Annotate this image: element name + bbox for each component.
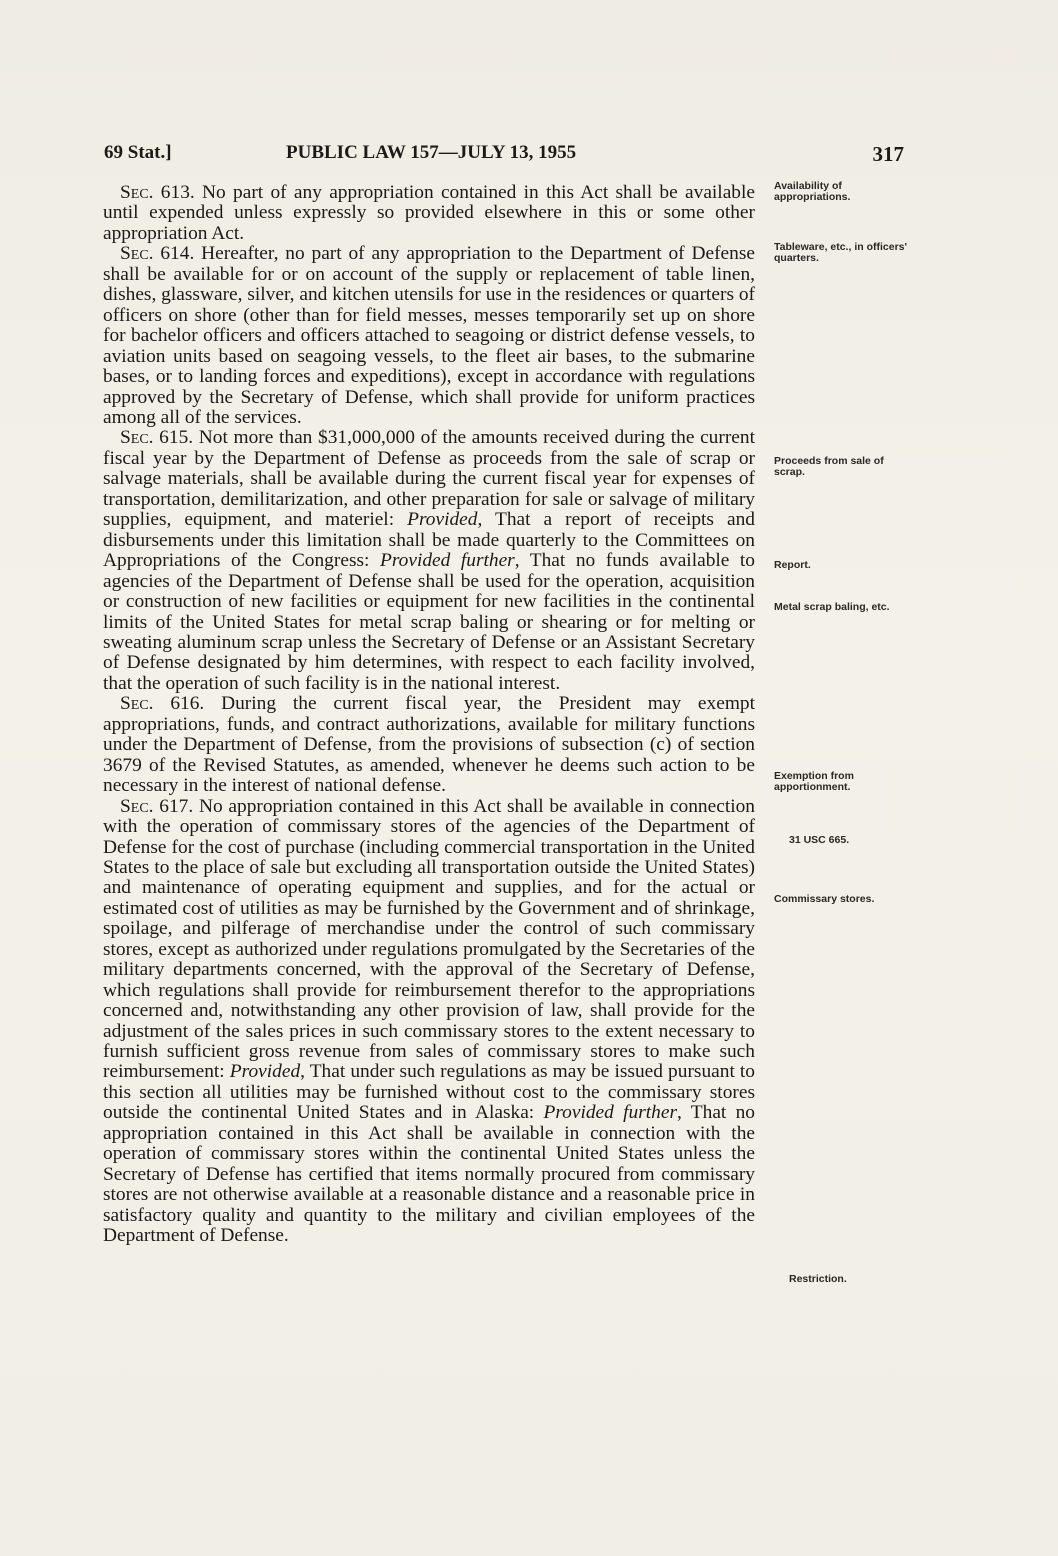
section-paragraph [103,797,755,1247]
margin-note: Metal scrap baling, etc. [774,601,890,613]
section-paragraph [103,244,755,428]
section-text: , That no appropriation contained in this Act shall be available in connection with the operation of commissary stores within the continental United States unless the Secretary of Defense has certified that items normally procured from commissary stores are not otherwise available at a reasonable distance and a reasonable price in satisfactory quality and quantity to the military and civilian employees of the Department of Defense. [103,1102,755,1247]
proviso-italic: Provided [229,1061,301,1083]
margin-note: Availability of appropriations. [774,180,851,203]
section-paragraph [103,694,755,796]
section-text: , That no funds available to agencies of the Department of Defense shall be used for the operation, acquisition or construction of new facilities or equipment for new facilities in the continental limits of the United States for metal scrap baling or shearing or for melting or sweating aluminum scrap unless the Secretary of Defense or an Assistant Secretary of Defense designated by him determines, with respect to each facility involved, that the operation of such facility is in the national interest. [103,550,755,694]
margin-note: Report. [774,559,811,571]
margin-note: Proceeds from sale of scrap. [774,455,884,478]
section-paragraph [103,428,755,694]
proviso-italic: Provided further [543,1102,677,1124]
section-paragraph [103,183,755,244]
section-number: Sec. 616. [120,693,205,715]
proviso-italic: Provided further [379,550,515,572]
section-number: Sec. 614. [120,243,195,265]
margin-note: Commissary stores. [774,893,875,905]
margin-note: Exemption from apportionment. [774,770,854,793]
section-text: During the current fiscal year, the President may exempt appropriations, funds, and contract authorizations, available for military functions under the Department of Defense, from the provisions of subsection (c) of section 3679 of the Revised Statutes, as amended, whenever he deems such action to be necessary in the interest of national defense. [103,693,755,797]
proviso-italic: Provided [407,509,478,531]
margin-note: 31 USC 665. [789,834,850,846]
section-number: Sec. 617. [120,795,194,817]
section-text: Not more than $31,000,000 of the amounts received during the current fiscal year by the Department of Defense as proceeds from the sale of scrap or salvage materials, shall be available during the current fiscal year for expenses of transportation, demilitarization, and other preparation for sale or salvage of military supplies, equipment, and materiel: [103,427,755,531]
section-text: No appropriation contained in this Act shall be available in connection with the operation of commissary stores of the agencies of the Department of Defense for the cost of purchase (including commercial transportation in the United States to the place of sale but excluding all transportation outside the United States) and maintenance of operating equipment and supplies, and for the actual or estimated cost of utilities as may be furnished by the Government and of shrinkage, spoilage, and pilferage of merchandise under the control of such commissary stores, except as authorized under regulations promulgated by the Secretaries of the military departments concerned, with the approval of the Secretary of Defense, which regulations shall provide for reimbursement therefor to the appropriations concerned and, notwithstanding any other provision of law, shall provide for the adjustment of the sales prices in such commissary stores to the extent necessary to furnish sufficient gross revenue from sales of commissary stores to make such reimbursement: [103,795,755,1083]
page-number: 317 [872,142,904,166]
margin-note: Restriction. [789,1273,847,1285]
page-header [104,142,904,170]
section-number: Sec. 615. [120,427,194,449]
law-title: PUBLIC LAW 157—JULY 13, 1955 [286,142,577,163]
section-text: , That under such regulations as may be issued pursuant to this section all utilities may be furnished without cost to the commissary stores outside the continental United States and in Alaska: [103,1061,755,1124]
volume-label: 69 Stat.] [104,142,172,163]
section-number: Sec. 613. [120,182,195,203]
section-text: , That a report of receipts and disbursements under this limitation shall be made quarterly to the Committees on Appropriations of the Congress: [103,509,755,572]
section-text: No part of any appropriation contained in this Act shall be available until expended unless expressly so provided elsewhere in this or some other appropriation Act. [103,182,755,244]
margin-note: Tableware, etc., in officers' quarters. [774,241,908,264]
section-text: Hereafter, no part of any appropriation to the Department of Defense shall be available for or on account of the supply or replacement of table linen, dishes, glassware, silver, and kitchen utensils for use in the residences or quarters of officers on shore (other than for field messes, messes temporarily set up on shore for bachelor officers and officers attached to seagoing or district defense vessels, to aviation units based on seagoing vessels, to the fleet air bases, to the submarine bases, or to landing forces and expeditions), except in accordance with regulations approved by the Secretary of Defense, which shall provide for uniform practices among all of the services. [103,243,755,428]
statute-body [103,183,755,1247]
